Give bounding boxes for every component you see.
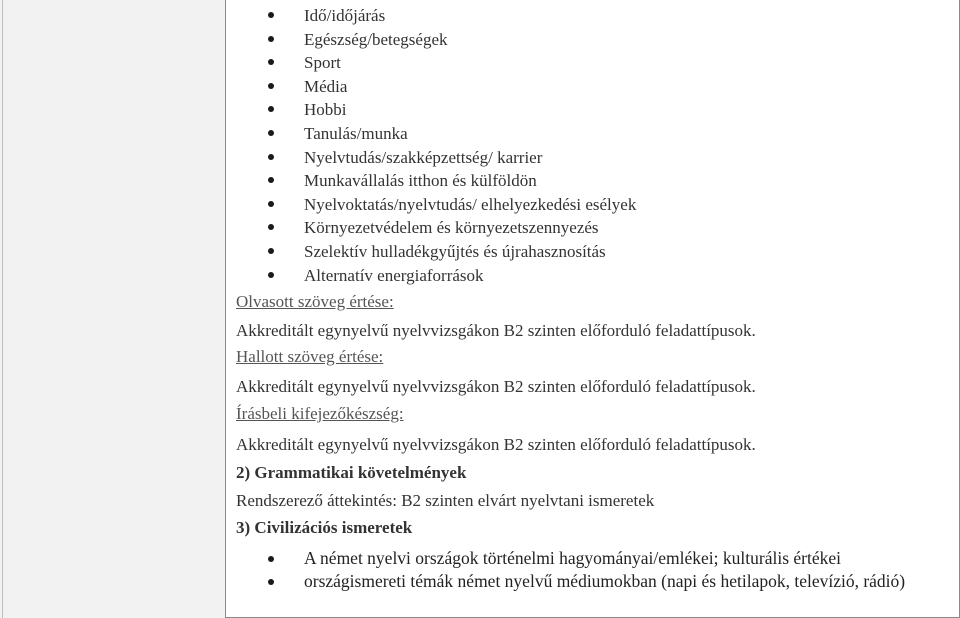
bullet-icon <box>268 130 274 136</box>
bullet-icon <box>268 224 274 230</box>
content-cell <box>236 0 936 591</box>
bullet-icon <box>268 248 274 254</box>
topic-list <box>236 0 936 287</box>
bullet-icon <box>268 36 274 42</box>
bullet-icon <box>268 201 274 207</box>
writing-text: Akkreditált egynyelvű nyelvvizsgákon B2 szinten előforduló feladattípusok. <box>236 435 756 454</box>
reading-heading: Olvasott szöveg értése: <box>236 292 394 311</box>
list-item: Nyelvoktatás/nyelvtudás/ elhelyezkedési esélyek <box>236 193 936 217</box>
bullet-icon <box>268 177 274 183</box>
list-item: Média <box>236 75 936 99</box>
bullet-icon <box>268 59 274 65</box>
list-item: Szelektív hulladékgyűjtés és újrahasznosítás <box>236 240 936 264</box>
reading-text: Akkreditált egynyelvű nyelvvizsgákon B2 szinten előforduló feladattípusok. <box>236 321 756 340</box>
grammar-heading: 2) Grammatikai követelmények <box>236 463 467 482</box>
bullet-icon <box>268 106 274 112</box>
list-item: Hobbi <box>236 98 936 122</box>
list-item: Egészség/betegségek <box>236 28 936 52</box>
bullet-icon <box>268 556 274 562</box>
bullet-icon <box>268 12 274 18</box>
list-item: Környezetvédelem és környezetszennyezés <box>236 216 936 240</box>
list-item: Idő/időjárás <box>236 4 936 28</box>
list-item: Sport <box>236 51 936 75</box>
left-column-cell <box>0 0 226 618</box>
grammar-text: Rendszerező áttekintés: B2 szinten elvárt nyelvtani ismeretek <box>236 491 655 510</box>
cell-inner-border <box>2 0 3 618</box>
list-item: Alternatív energiaforrások <box>236 264 936 288</box>
bullet-icon <box>268 579 274 585</box>
civilization-list <box>236 547 936 593</box>
list-item: Tanulás/munka <box>236 122 936 146</box>
list-item: Nyelvtudás/szakképzettség/ karrier <box>236 146 936 170</box>
civilization-heading: 3) Civilizációs ismeretek <box>236 518 413 537</box>
list-item: A német nyelvi országok történelmi hagyományai/emlékei; kulturális értékei <box>236 547 936 570</box>
bullet-icon <box>268 83 274 89</box>
writing-heading: Írásbeli kifejezőkészség: <box>236 404 404 423</box>
list-item: Munkavállalás itthon és külföldön <box>236 169 936 193</box>
bullet-icon <box>268 272 274 278</box>
bullet-icon <box>268 154 274 160</box>
listening-heading: Hallott szöveg értése: <box>236 347 384 366</box>
listening-text: Akkreditált egynyelvű nyelvvizsgákon B2 szinten előforduló feladattípusok. <box>236 377 756 396</box>
list-item: országismereti témák német nyelvű médiumokban (napi és hetilapok, televízió, rádió) <box>236 570 936 593</box>
